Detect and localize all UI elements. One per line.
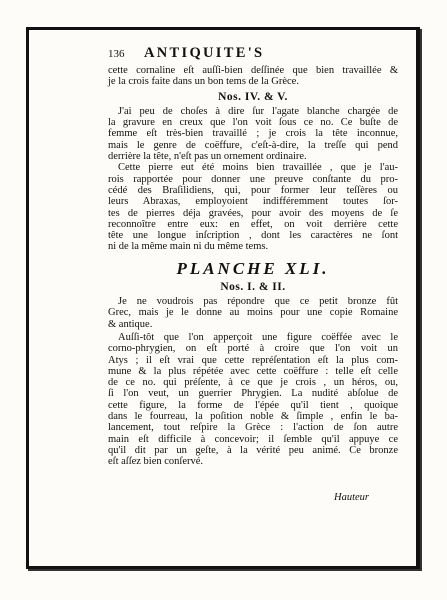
text-line: cette cornaline eſt auſſi-bien deſſinée que bien travaillée & <box>108 65 398 76</box>
paragraph-abraxas <box>108 162 398 252</box>
text-line: cette figure, la forme de l'épée qu'il tient , quoique <box>108 399 398 411</box>
section-heading-iv-v: Nos. IV. & V. <box>218 90 288 103</box>
text-line: J'ai peu de choſes à dire ſur l'agate blanche chargée de <box>118 105 398 117</box>
text-line: Cette pierre eut été moins bien travaillée , que je l'au- <box>118 162 398 174</box>
paragraph-phrygian <box>108 332 398 468</box>
text-line: rois rapportée pour donner une preuve conſtante du pro- <box>108 173 398 185</box>
text-line: mais le genre de coëffure, c'eſt-à-dire, la treſſe qui pend <box>108 139 398 151</box>
text-line: Auſſi-tôt que l'on apperçoit une figure coëffée avec le <box>118 331 398 343</box>
text-line: main eſt difficile à concevoir; il ſemble qu'il appuye ce <box>108 433 398 445</box>
text-line: derrière la tête, n'eſt pas un ornement ordinaire. <box>108 151 307 163</box>
text-line: reconnoître entre eux: en effet, on voit derrière cette <box>108 218 398 230</box>
text-line: tête une longue inſcription , dont les caractères ne ſont <box>108 230 398 242</box>
page-text <box>108 45 398 468</box>
catchword: Hauteur <box>334 492 369 503</box>
text-line: je la crois faite dans un bon tems de la Grèce. <box>108 76 299 88</box>
paragraph-agate <box>108 106 398 162</box>
text-line: Atys ; il eſt vrai que cette repréſentation eſt la plus com- <box>108 354 398 366</box>
text-line: mune & la plus répétée avec cette coëffure : telle eſt celle <box>108 365 398 377</box>
plate-heading: PLANCHE XLI. <box>176 258 330 278</box>
text-line: qu'il dit par un geſte, à la vérité peu animé. Ce bronze <box>108 444 398 456</box>
text-line: de ce no. qui préſente, à ce que je crois , un héros, ou, <box>108 377 398 389</box>
page-number: 136 <box>108 48 125 60</box>
text-line: ſi l'on veut, un guerrier Phrygien. La nudité abſolue de <box>108 388 398 400</box>
running-title: ANTIQUITE'S <box>144 45 265 61</box>
running-header <box>108 45 398 65</box>
text-line: leurs Abraxas, employoient indifféremment toutes ſor- <box>108 196 398 208</box>
text-line: & antique. <box>108 318 153 330</box>
text-line: tes de pierres déja gravées, pour avoir des moyens de ſe <box>108 207 398 219</box>
section-heading-i-ii: Nos. I. & II. <box>220 280 286 293</box>
text-line: femme eſt très-bien travaillé ; je crois la tête inconnue, <box>108 128 398 140</box>
text-line: ni de la même main ni du même tems. <box>108 241 269 253</box>
text-line: Grec, mais je le donne au moins pour une copie Romaine <box>108 307 398 319</box>
text-line: cédé des Braſilidiens, qui, pour former leur teſſères ou <box>108 184 398 196</box>
paragraph-bronze <box>108 296 398 330</box>
text-line: dans le fourreau, la poſition noble & ſimple , enfin le ba- <box>108 411 398 423</box>
text-line: corno-phrygien, on eſt porté à croire que l'on voit un <box>108 343 398 355</box>
text-line: Je ne voudrois pas répondre que ce petit bronze fût <box>118 296 398 308</box>
text-line: lancement, tout reſpire la Grèce : l'action de ſon autre <box>108 422 398 434</box>
text-line: la gravure en creux que l'on voit ſous ce no. Ce buſte de <box>108 117 398 129</box>
text-line: eſt aſſez bien conſervé. <box>108 456 204 468</box>
paragraph-continuation <box>108 65 398 88</box>
